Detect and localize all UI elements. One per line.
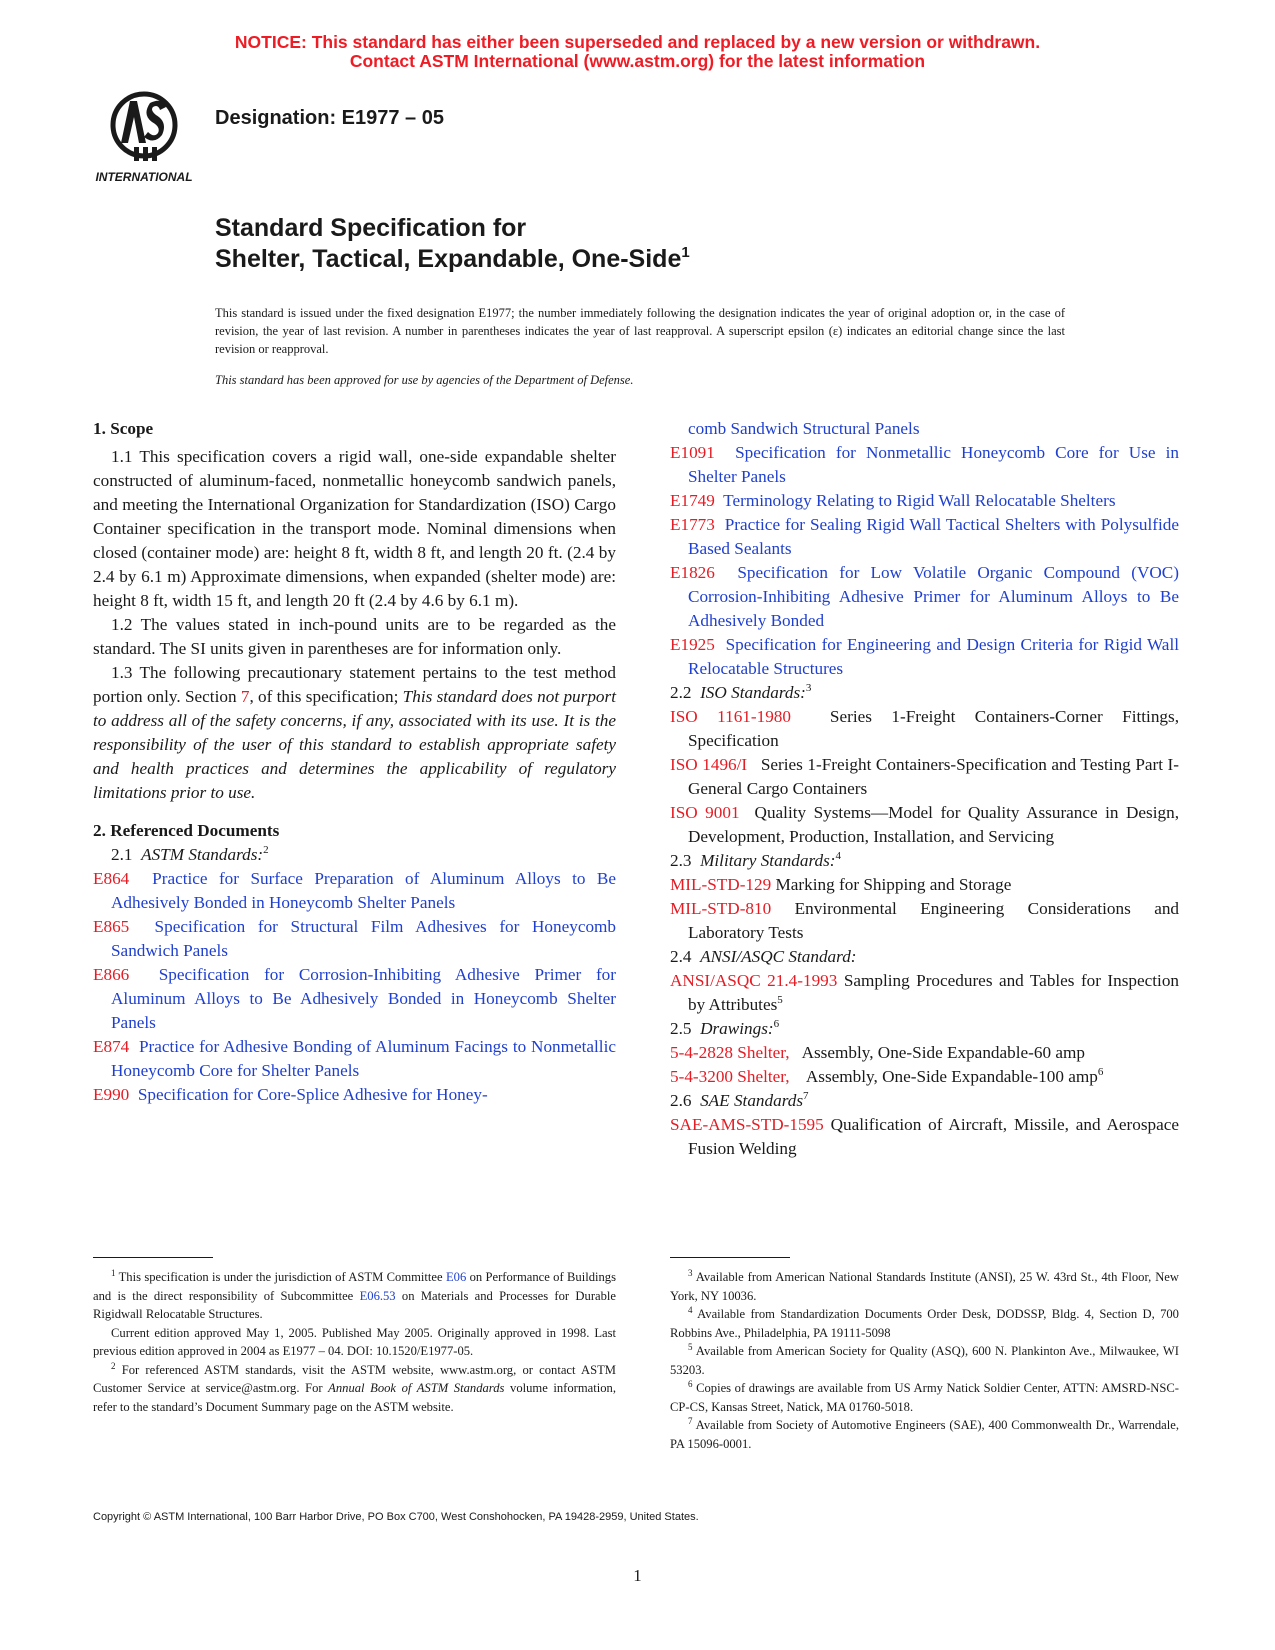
reference-title: Quality Systems—Model for Quality Assurance in Design, Development, Production, Installation, and Servicing <box>688 803 1179 846</box>
reference-item[interactable] <box>670 441 1179 489</box>
reference-code[interactable]: E1826 <box>670 563 715 582</box>
footnote-divider-left <box>93 1257 213 1258</box>
reference-code[interactable]: ISO 9001 <box>670 803 740 822</box>
footnote-1: $^1$ This specification is under the jurisdiction of ASTM Committee E06 on Performance of Buildings and is the direct responsibility of Subcommittee E06.53 on Materials and Processes for Durable Rigidwall Relocatable Structures. <box>93 1268 616 1321</box>
committee-e06-link[interactable]: E06 <box>445 1270 467 1284</box>
reference-item[interactable] <box>670 753 1179 801</box>
military-standards-subheading: 2.3 Military Standards:$^4$ <box>670 850 842 870</box>
reference-item[interactable] <box>670 1041 1179 1065</box>
notice-line-1: NOTICE: This standard has either been superseded and replaced by a new version or withdrawn. <box>234 32 1041 52</box>
reference-item[interactable] <box>670 561 1179 633</box>
title-line-1: Standard Specification for <box>215 214 527 242</box>
reference-title[interactable]: Practice for Surface Preparation of Aluminum Alloys to Be Adhesively Bonded in Honeycomb Shelter Panels <box>111 869 616 912</box>
footnote-3: $^3$ Available from American National Standards Institute (ANSI), 25 W. 43rd St., 4th Floor, New York, NY 10036. <box>670 1268 1179 1303</box>
notice-line-2: Contact ASTM International (www.astm.org) for the latest information <box>349 51 926 71</box>
reference-item[interactable] <box>93 867 616 915</box>
dod-approval-note: This standard has been approved for use by agencies of the Department of Defense. <box>215 373 634 387</box>
reference-code[interactable]: E864 <box>93 869 130 888</box>
footnote-6: $^6$ Copies of drawings are available from US Army Natick Soldier Center, ATTN: AMSRD-NSC-CP-CS, Kansas Street, Natick, MA 01760-5018. <box>670 1379 1179 1414</box>
reference-title: Series 1-Freight Containers-Specification and Testing Part I-General Cargo Containers <box>688 755 1180 798</box>
reference-code[interactable]: E865 <box>93 917 130 936</box>
copyright: Copyright © ASTM International, 100 Barr Harbor Drive, PO Box C700, West Conshohocken, PA 19428-2959, United States. <box>93 1511 699 1523</box>
reference-code[interactable]: E990 <box>93 1085 130 1104</box>
astm-logo <box>90 85 198 185</box>
reference-title[interactable]: Practice for Sealing Rigid Wall Tactical Shelters with Polysulfide Based Sealants <box>688 515 1179 558</box>
logo-text: INTERNATIONAL <box>95 170 193 184</box>
designation: Designation: E1977 – 05 <box>215 107 444 129</box>
footnote-7: $^7$ Available from Society of Automotive Engineers (SAE), 400 Commonwealth Dr., Warrendale, PA 15096-0001. <box>670 1416 1179 1451</box>
scope-paragraph-1-1: 1.1 This specification covers a rigid wall, one-side expandable shelter constructed of aluminum-faced, nonmetallic honeycomb sandwich panels, and meeting the International Organization for Standardization (ISO) Cargo Container specification in the transport mode. Nominal dimensions when closed (container mode) are: height 8 ft, width 8 ft, and length 20 ft. (2.4 by 2.4 by 6.1 m) Approximate dimensions, when expanded (shelter mode) are: height 8 ft, width 15 ft, and length 20 ft (2.4 by 4.6 by 6.1 m). <box>93 447 616 610</box>
reference-code[interactable]: ANSI/ASQC 21.4-1993 <box>670 971 838 990</box>
sae-standards-subheading: 2.6 SAE Standards$^7$ <box>670 1090 809 1110</box>
reference-code[interactable]: ISO 1161-1980 <box>670 707 791 726</box>
reference-title: Qualification of Aircraft, Missile, and Aerospace Fusion Welding <box>688 1115 1180 1158</box>
reference-code[interactable]: E1925 <box>670 635 715 654</box>
reference-code[interactable]: 5-4-2828 Shelter, <box>670 1043 790 1062</box>
section-heading-scope: 1. Scope <box>93 419 154 438</box>
reference-title[interactable]: Specification for Nonmetallic Honeycomb Core for Use in Shelter Panels <box>688 443 1180 486</box>
reference-item[interactable] <box>670 489 1179 513</box>
reference-code[interactable]: MIL-STD-129 <box>670 875 772 894</box>
reference-item[interactable] <box>670 705 1179 753</box>
reference-code[interactable]: E1749 <box>670 491 715 510</box>
reference-title[interactable]: Specification for Core-Splice Adhesive for Honey- <box>137 1085 488 1104</box>
reference-code[interactable]: E1091 <box>670 443 715 462</box>
title-footnote-marker[interactable]: 1 <box>681 244 690 261</box>
reference-title: Assembly, One-Side Expandable-60 amp <box>801 1043 1085 1062</box>
left-column <box>93 417 616 1107</box>
reference-item[interactable] <box>670 801 1179 849</box>
subcommittee-e06-53-link[interactable]: E06.53 <box>359 1288 396 1303</box>
scope-paragraph-1-2: 1.2 The values stated in inch-pound units are to be regarded as the standard. The SI units given in parentheses are for information only. <box>93 615 616 658</box>
supersede-notice <box>0 33 1275 71</box>
reference-code[interactable]: SAE-AMS-STD-1595 <box>670 1115 824 1134</box>
reference-title[interactable]: Specification for Corrosion-Inhibiting Adhesive Primer for Aluminum Alloys to Be Adhesively Bonded in Honeycomb Shelter Panels <box>111 965 617 1032</box>
reference-item[interactable] <box>93 963 616 1035</box>
footnote-5: $^5$ Available from American Society for Quality (ASQ), 600 N. Plankinton Ave., Milwaukee, WI 53203. <box>670 1342 1179 1377</box>
section-7-link[interactable]: 7 <box>240 687 250 706</box>
footnote-4: $^4$ Available from Standardization Documents Order Desk, DODSSP, Bldg. 4, Section D, 700 Robbins Ave., Philadelphia, PA 19111-5098 <box>670 1305 1179 1340</box>
reference-item[interactable] <box>670 897 1179 945</box>
reference-item[interactable] <box>670 1113 1179 1161</box>
reference-code[interactable]: E1773 <box>670 515 715 534</box>
footnote-divider-right <box>670 1257 790 1258</box>
drawings-subheading: 2.5 Drawings:$^6$ <box>670 1018 780 1038</box>
reference-title: Assembly, One-Side Expandable-100 amp <box>805 1067 1098 1086</box>
reference-title[interactable]: Specification for Structural Film Adhesives for Honeycomb Sandwich Panels <box>111 917 616 960</box>
reference-code[interactable]: E866 <box>93 965 130 984</box>
reference-title[interactable]: Terminology Relating to Rigid Wall Relocatable Shelters <box>723 491 1116 510</box>
right-column <box>670 417 1179 1161</box>
title-line-2: Shelter, Tactical, Expandable, One-Side$^1$ <box>215 244 690 273</box>
reference-title[interactable]: Practice for Adhesive Bonding of Aluminum Facings to Nonmetallic Honeycomb Core for Shelter Panels <box>111 1037 616 1080</box>
reference-item[interactable] <box>670 873 1179 897</box>
reference-item[interactable] <box>93 1035 616 1083</box>
reference-title[interactable]: Specification for Low Volatile Organic Compound (VOC) Corrosion-Inhibiting Adhesive Primer for Aluminum Alloys to Be Adhesively Bonded <box>688 563 1179 630</box>
reference-item[interactable] <box>93 915 616 963</box>
reference-title: Marking for Shipping and Storage <box>775 875 1012 894</box>
footnotes-left <box>93 1268 616 1416</box>
reference-item[interactable] <box>93 1083 616 1107</box>
scope-paragraph-1-3: 1.3 The following precautionary statement pertains to the test method portion only. Section 7, of this specification; This standard does not purport to address all of the safety concerns, if any, associated with its use. It is the responsibility of the user of this standard to establish appropriate safety and health practices and determines the applicability of regulatory limitations prior to use. <box>93 663 616 802</box>
ansi-standard-subheading: 2.4 ANSI/ASQC Standard: <box>670 947 857 966</box>
footnote-2: $^2$ For referenced ASTM standards, visit the ASTM website, www.astm.org, or contact ASTM Customer Service at service@astm.org. For Annual Book of ASTM Standards volume information, refer to the standard’s Document Summary page on the ASTM website. <box>93 1360 617 1414</box>
reference-title[interactable]: Specification for Engineering and Design Criteria for Rigid Wall Relocatable Structures <box>688 635 1179 678</box>
reference-title: Environmental Engineering Considerations and Laboratory Tests <box>688 899 1180 942</box>
reference-item[interactable]: 5-4-3200 Shelter, Assembly, One-Side Expandable-100 amp$^6$ <box>670 1066 1104 1086</box>
reference-title: Sampling Procedures and Tables for Inspection by Attributes <box>688 971 1180 1014</box>
reference-title: Series 1-Freight Containers-Corner Fittings, Specification <box>688 707 1180 750</box>
reference-code[interactable]: MIL-STD-810 <box>670 899 772 918</box>
reference-item[interactable] <box>670 513 1179 561</box>
page-number: 1 <box>633 1566 642 1585</box>
page-title <box>215 213 690 275</box>
footnotes-right <box>670 1268 1179 1453</box>
footnote-1-edition: Current edition approved May 1, 2005. Published May 2005. Originally approved in 1998. Last previous edition approved in 2004 as E1977 – 04. DOI: 10.1520/E1977-05. <box>93 1325 616 1358</box>
preamble: This standard is issued under the fixed designation E1977; the number immediately following the designation indicates the year of original adoption or, in the case of revision, the year of last revision. A number in parentheses indicates the year of last reapproval. A superscript epsilon (ε) indicates an editorial change since the last revision or reapproval. <box>215 306 1065 356</box>
reference-item[interactable]: ANSI/ASQC 21.4-1993 Sampling Procedures and Tables for Inspection by Attributes$^5$ <box>670 971 1180 1014</box>
section-heading-referenced-documents: 2. Referenced Documents <box>93 821 280 840</box>
reference-code[interactable]: ISO 1496/I <box>670 755 748 774</box>
iso-standards-subheading: 2.2 ISO Standards:$^3$ <box>670 682 812 702</box>
reference-code[interactable]: E874 <box>93 1037 130 1056</box>
astm-standards-subheading: 2.1 ASTM Standards:$^2$ <box>111 844 269 864</box>
reference-item[interactable] <box>670 633 1179 681</box>
reference-continuation[interactable]: comb Sandwich Structural Panels <box>688 419 920 438</box>
reference-code[interactable]: 5-4-3200 Shelter, <box>670 1067 790 1086</box>
